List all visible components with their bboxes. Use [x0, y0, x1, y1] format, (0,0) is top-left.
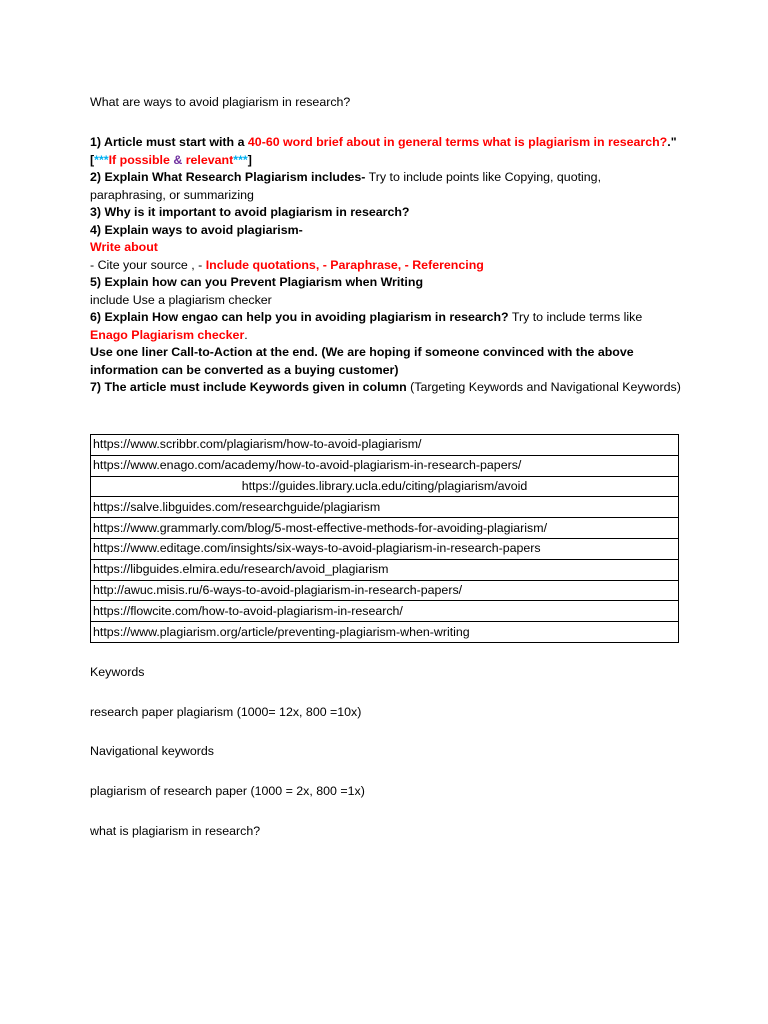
item-6-highlight: Enago Plagiarism checker	[90, 327, 245, 342]
item-3: 3) Why is it important to avoid plagiarism in research?	[90, 205, 410, 219]
item-5: 5) Explain how can you Prevent Plagiarism when Writing	[90, 275, 424, 289]
table-row	[91, 601, 679, 622]
cite-prefix: - Cite your source , -	[90, 257, 206, 272]
stars-open: ***	[94, 152, 109, 167]
item-6	[90, 309, 680, 344]
link-cell[interactable]: https://salve.libguides.com/researchguide/plagiarism	[91, 497, 679, 518]
write-about: Write about	[90, 240, 158, 254]
brief-instructions	[90, 134, 690, 397]
table-row	[91, 497, 679, 518]
question-heading: What are ways to avoid plagiarism in research?	[90, 95, 351, 109]
table-row	[91, 538, 679, 559]
navigational-keyword-1: plagiarism of research paper (1000 = 2x, 800 =1x)	[90, 784, 365, 798]
link-cell[interactable]: https://www.scribbr.com/plagiarism/how-to-avoid-plagiarism/	[91, 435, 679, 456]
cite-list	[90, 257, 690, 275]
relevance-note	[90, 152, 690, 170]
link-cell[interactable]: https://flowcite.com/how-to-avoid-plagiarism-in-research/	[91, 601, 679, 622]
navigational-keywords-heading: Navigational keywords	[90, 744, 214, 758]
item-6-title: 6) Explain How engao can help you in avoiding plagiarism in research?	[90, 310, 509, 324]
link-cell[interactable]: https://www.grammarly.com/blog/5-most-effective-methods-for-avoiding-plagiarism/	[91, 518, 679, 539]
targeting-keyword: research paper plagiarism (1000= 12x, 800 =10x)	[90, 705, 362, 719]
item-2-title: 2) Explain What Research Plagiarism includes-	[90, 170, 366, 184]
table-row	[91, 435, 679, 456]
item-1-highlight: 40-60 word brief about in general terms what is plagiarism in research?	[247, 135, 668, 149]
item-7-detail: (Targeting Keywords and Navigational Keywords)	[406, 380, 681, 394]
link-cell[interactable]: https://libguides.elmira.edu/research/avoid_plagiarism	[91, 559, 679, 580]
link-cell[interactable]: http://awuc.misis.ru/6-ways-to-avoid-plagiarism-in-research-papers/	[91, 580, 679, 601]
keywords-heading: Keywords	[90, 665, 145, 679]
table-row	[91, 622, 679, 643]
link-cell[interactable]: https://www.editage.com/insights/six-ways-to-avoid-plagiarism-in-research-papers	[91, 538, 679, 559]
navigational-keyword-2: what is plagiarism in research?	[90, 824, 261, 838]
item-4: 4) Explain ways to avoid plagiarism-	[90, 222, 303, 237]
item-1	[90, 134, 690, 152]
item-1-prefix: 1) Article must start with a	[90, 135, 248, 149]
table-row	[91, 518, 679, 539]
item-7-title: 7) The article must include Keywords given in column	[90, 380, 407, 394]
stars-close: ***	[233, 152, 248, 167]
link-cell[interactable]: https://www.enago.com/academy/how-to-avoid-plagiarism-in-research-papers/	[91, 455, 679, 476]
item-2	[90, 169, 610, 204]
bracket-open: [	[90, 152, 95, 167]
link-cell[interactable]: https://www.plagiarism.org/article/preventing-plagiarism-when-writing	[91, 622, 679, 643]
reference-links-table	[90, 434, 679, 643]
item-2-detail: Try to include points like Copying, quoting, paraphrasing, or summarizing	[90, 170, 602, 202]
table-row	[91, 476, 679, 497]
ampersand: &	[173, 152, 183, 167]
table-row	[91, 455, 679, 476]
table-row	[91, 559, 679, 580]
item-5-sub: include Use a plagiarism checker	[90, 292, 272, 307]
cite-methods: Include quotations, - Paraphrase, - Referencing	[205, 257, 484, 272]
bracket-close: ]	[247, 152, 252, 167]
item-7	[90, 379, 710, 397]
link-cell[interactable]: https://guides.library.ucla.edu/citing/plagiarism/avoid	[91, 476, 679, 497]
table-row	[91, 580, 679, 601]
item-6-end: .	[244, 327, 248, 342]
relevant-text: relevant	[182, 152, 234, 167]
call-to-action: Use one liner Call-to-Action at the end. (We are hoping if someone convinced with the above information can be converted as a buying customer)	[90, 345, 634, 377]
item-1-suffix: ."	[667, 135, 677, 149]
item-6-detail: Try to include terms like	[508, 310, 643, 324]
if-possible-text: If possible	[108, 152, 174, 167]
